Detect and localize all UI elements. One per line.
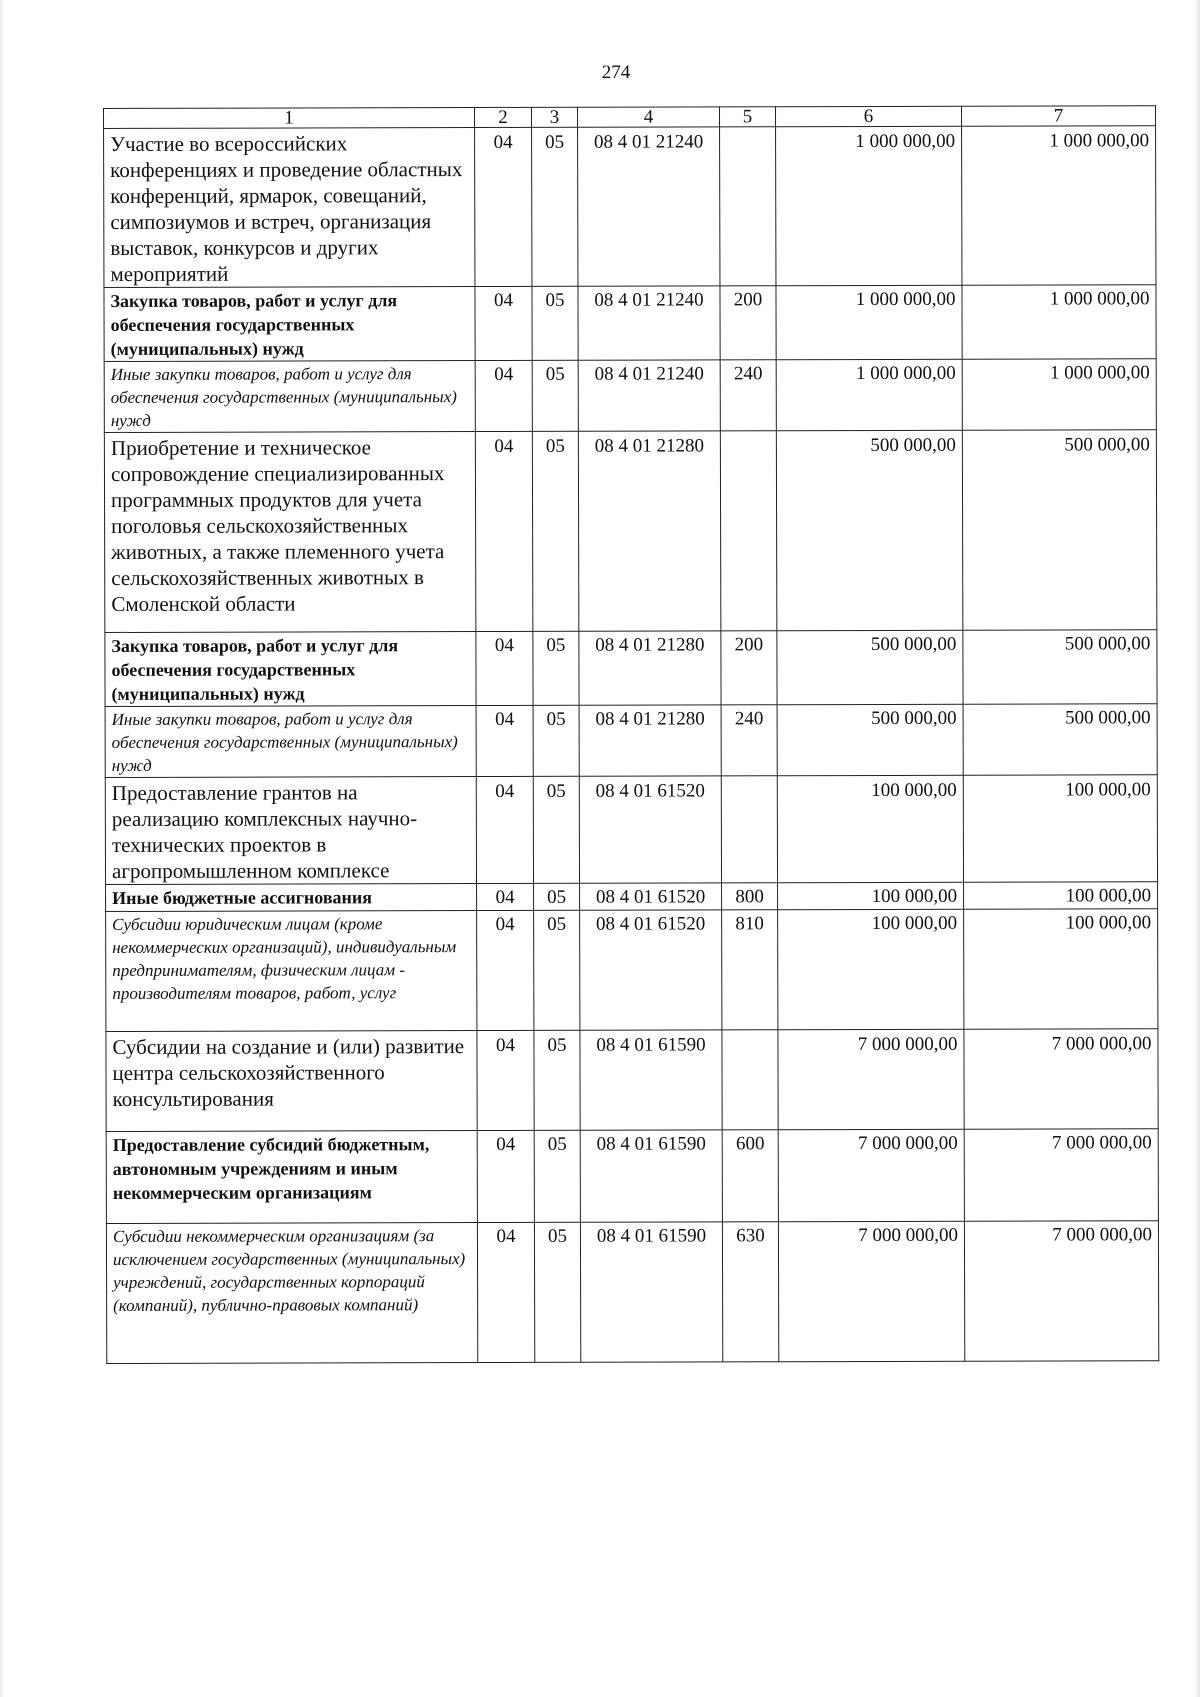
subsection-code-cell: 05 (532, 360, 578, 431)
table-row (106, 1029, 1158, 1132)
subsection-code-cell: 05 (534, 1030, 580, 1130)
section-code-cell: 04 (475, 431, 533, 631)
scan-edge-left (0, 0, 3, 1697)
amount-year2-cell: 100 000,00 (963, 775, 1157, 883)
section-code-cell: 04 (475, 127, 532, 286)
amount-year2-cell: 500 000,00 (963, 630, 1157, 705)
subsection-code-cell: 05 (532, 286, 578, 360)
amount-year1-cell: 1 000 000,00 (776, 359, 962, 430)
row-name-cell: Иные закупки товаров, работ и услуг для обеспечения государственных (муниципальных) нужд (105, 706, 476, 778)
amount-year1-cell: 7 000 000,00 (778, 1029, 964, 1129)
target-article-cell: 08 4 01 21280 (579, 705, 721, 776)
table-row (106, 882, 1158, 912)
target-article-cell: 08 4 01 61520 (580, 883, 722, 910)
table-row (104, 126, 1156, 288)
row-name-cell: Субсидии некоммерческим организациям (за исключением государственных (муниципальных) учреждений, государственных корпораций (компаний), публично-правовых компаний) (106, 1223, 477, 1364)
amount-year2-cell: 1 000 000,00 (962, 285, 1156, 360)
amount-year1-cell: 100 000,00 (778, 909, 964, 1029)
row-name-cell: Субсидии на создание и (или) развитие центра сельскохозяйственного консультирования (106, 1031, 477, 1132)
target-article-cell: 08 4 01 21240 (578, 127, 720, 286)
target-article-cell: 08 4 01 61590 (580, 1222, 722, 1362)
expense-type-cell: 800 (722, 883, 778, 910)
subsection-code-cell: 05 (534, 883, 580, 910)
row-name-cell: Предоставление грантов на реализацию комплексных научно-технических проектов в агропромышленном комплексе (105, 777, 476, 885)
amount-year1-cell: 100 000,00 (777, 775, 963, 882)
expense-type-cell: 200 (720, 286, 776, 360)
section-code-cell: 04 (477, 883, 534, 910)
row-name-cell: Иные закупки товаров, работ и услуг для обеспечения государственных (муниципальных) нужд (104, 361, 475, 433)
amount-year2-cell: 100 000,00 (964, 909, 1158, 1030)
section-code-cell: 04 (476, 705, 533, 776)
section-code-cell: 04 (477, 1030, 534, 1130)
scan-edge-right (1194, 0, 1200, 1697)
target-article-cell: 08 4 01 21240 (578, 286, 720, 360)
column-header: 3 (531, 107, 577, 127)
amount-year1-cell: 7 000 000,00 (778, 1129, 964, 1221)
subsection-code-cell: 05 (534, 1222, 580, 1362)
expense-type-cell: 240 (720, 360, 776, 431)
amount-year2-cell: 7 000 000,00 (964, 1129, 1158, 1222)
expense-type-cell (721, 776, 777, 883)
table-header-row (104, 106, 1156, 129)
amount-year2-cell: 1 000 000,00 (962, 359, 1156, 431)
target-article-cell: 08 4 01 61590 (580, 1030, 722, 1130)
expense-type-cell: 600 (722, 1130, 778, 1222)
column-header: 5 (719, 107, 775, 127)
table-row (106, 1221, 1158, 1364)
section-code-cell: 04 (475, 286, 532, 360)
section-code-cell: 04 (476, 776, 533, 883)
subsection-code-cell: 05 (534, 1130, 580, 1222)
amount-year1-cell: 500 000,00 (776, 430, 963, 630)
row-name-cell: Предоставление субсидий бюджетным, автономным учреждениям и иным некоммерческим организациям (106, 1131, 477, 1224)
table-row (104, 359, 1156, 433)
row-name-cell: Приобретение и техническое сопровождение специализированных программных продуктов для учета поголовья сельскохозяйственных животных, а также племенного учета сельскохозяйственных животных в Смоленской области (104, 432, 476, 633)
amount-year1-cell: 500 000,00 (777, 704, 963, 775)
amount-year2-cell: 1 000 000,00 (962, 126, 1156, 286)
row-name-cell: Участие во всероссийских конференциях и проведение областных конференций, ярмарок, совещаний, симпозиумов и встреч, организация выставок, конкурсов и других мероприятий (104, 128, 475, 288)
row-name-cell: Закупка товаров, работ и услуг для обеспечения государственных (муниципальных) нужд (105, 632, 476, 707)
amount-year2-cell: 500 000,00 (962, 430, 1157, 631)
amount-year2-cell: 500 000,00 (963, 704, 1157, 776)
budget-table (103, 105, 1159, 1364)
amount-year1-cell: 7 000 000,00 (778, 1221, 964, 1361)
row-name-cell: Субсидии юридическим лицам (кроме некоммерческих организаций), индивидуальным предпринимателям, физическим лицам - производителям товаров, работ, услуг (106, 911, 477, 1032)
table-row (105, 630, 1157, 707)
table-row (105, 775, 1157, 885)
section-code-cell: 04 (477, 1130, 534, 1222)
subsection-code-cell: 05 (532, 127, 578, 286)
subsection-code-cell: 05 (534, 910, 580, 1030)
expense-type-cell (720, 127, 776, 286)
target-article-cell: 08 4 01 61520 (579, 776, 721, 883)
table-row (106, 1129, 1158, 1224)
amount-year1-cell: 1 000 000,00 (776, 285, 962, 359)
amount-year2-cell: 7 000 000,00 (964, 1221, 1158, 1362)
table-row (104, 430, 1157, 633)
target-article-cell: 08 4 01 21240 (578, 360, 720, 431)
column-header: 7 (961, 106, 1155, 127)
target-article-cell: 08 4 01 61590 (580, 1130, 722, 1222)
page-number: 274 (601, 62, 631, 83)
column-header: 1 (104, 108, 475, 129)
amount-year2-cell: 100 000,00 (964, 882, 1158, 910)
expense-type-cell: 810 (722, 910, 778, 1030)
section-code-cell: 04 (477, 1222, 534, 1362)
row-name-cell: Закупка товаров, работ и услуг для обеспечения государственных (муниципальных) нужд (104, 287, 475, 362)
column-header: 4 (577, 107, 719, 127)
table-row (106, 909, 1158, 1032)
expense-type-cell: 630 (722, 1222, 778, 1362)
target-article-cell: 08 4 01 61520 (580, 910, 722, 1030)
table-body (104, 126, 1159, 1364)
expense-type-cell (720, 431, 777, 631)
expense-type-cell: 200 (721, 631, 777, 705)
section-code-cell: 04 (476, 631, 533, 705)
subsection-code-cell: 05 (533, 631, 579, 705)
amount-year1-cell: 100 000,00 (778, 882, 964, 909)
expense-type-cell: 240 (721, 705, 777, 776)
amount-year2-cell: 7 000 000,00 (964, 1029, 1158, 1130)
table-row (105, 704, 1157, 778)
amount-year1-cell: 500 000,00 (777, 630, 963, 704)
subsection-code-cell: 05 (532, 431, 579, 631)
target-article-cell: 08 4 01 21280 (579, 631, 721, 705)
column-header: 6 (775, 106, 961, 126)
expense-type-cell (722, 1030, 778, 1130)
subsection-code-cell: 05 (533, 705, 579, 776)
table-row (104, 285, 1156, 362)
row-name-cell: Иные бюджетные ассигнования (106, 884, 477, 912)
column-header: 2 (475, 107, 532, 127)
subsection-code-cell: 05 (533, 776, 579, 883)
target-article-cell: 08 4 01 21280 (578, 431, 721, 631)
amount-year1-cell: 1 000 000,00 (776, 126, 962, 285)
section-code-cell: 04 (475, 360, 532, 431)
section-code-cell: 04 (477, 910, 534, 1030)
